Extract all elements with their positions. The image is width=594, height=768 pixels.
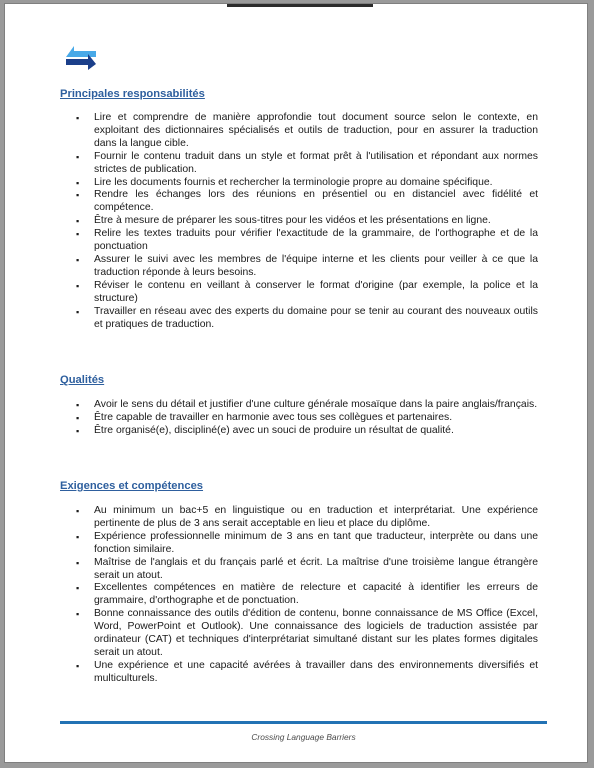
list-item: ▪ Assurer le suivi avec les membres de l'équipe interne et les clients pour veiller à ce que la traduction réponde à leurs besoins. [60,254,538,280]
section-title-qualites: Qualités [60,374,105,386]
list-item: ▪ Fournir le contenu traduit dans un style et format prêt à l'utilisation et répondant aux normes strictes de publication. [60,151,538,177]
responsabilites-list [60,112,538,331]
list-item: ▪ Lire les documents fournis et rechercher la terminologie propre au domaine spécifique. [60,177,538,190]
list-item: ▪ Avoir le sens du détail et justifier d'une culture générale mosaïque dans la paire anglais/français. [60,399,538,412]
list-item: ▪ Excellentes compétences en matière de relecture et capacité à identifier les erreurs de grammaire, d'orthographe et de ponctuation. [60,582,538,608]
footer-divider [60,721,547,724]
document-page [4,3,588,763]
list-item: ▪ Être à mesure de préparer les sous-titres pour les vidéos et les présentations en ligne. [60,215,538,228]
list-item: ▪ Être capable de travailler en harmonie avec tous ses collègues et partenaires. [60,412,538,425]
list-item: ▪ Travailler en réseau avec des experts du domaine pour se tenir au courant des nouveaux outils et pratiques de traduction. [60,306,538,332]
list-item: ▪ Lire et comprendre de manière approfondie tout document source selon le contexte, en exploitant des dictionnaires spécialisés et outils de traduction, pour en assurer la traduction dans la langue cible. [60,112,538,151]
list-item: ▪ Relire les textes traduits pour vérifier l'exactitude de la grammaire, de l'orthographe et de la ponctuation [60,228,538,254]
list-item: ▪ Rendre les échanges lors des réunions en présentiel ou en distanciel avec fidélité et compétence. [60,189,538,215]
section-title-responsabilites: Principales responsabilités [60,88,205,100]
list-item: ▪ Expérience professionnelle minimum de 3 ans en tant que traducteur, interprète ou dans une fonction similaire. [60,531,538,557]
qualites-list [60,399,538,438]
list-item: ▪ Une expérience et une capacité avérées à travailler dans des environnements diversifiés et multiculturels. [60,660,538,686]
footer-tagline: Crossing Language Barriers [251,732,356,742]
list-item: ▪ Réviser le contenu en veillant à conserver le format d'origine (par exemple, la police et la structure) [60,280,538,306]
top-edge-bar [227,4,373,7]
list-item: ▪ Maîtrise de l'anglais et du français parlé et écrit. La maîtrise d'une troisième langue étrangère serait un atout. [60,557,538,583]
list-item: ▪ Bonne connaissance des outils d'édition de contenu, bonne connaissance de MS Office (Excel, Word, PowerPoint et Outlook). Une connaissance des logiciels de traduction assistée par ordinateur (CAT) et techniques d'interprétariat simultané distant sur les plates formes digitales serait un atout. [60,608,538,660]
section-title-exigences: Exigences et compétences [60,480,204,492]
list-item: ▪ Être organisé(e), discipliné(e) avec un souci de produire un résultat de qualité. [60,425,538,438]
double-arrow-logo-icon [66,44,96,72]
exigences-list [60,505,538,686]
list-item: ▪ Au minimum un bac+5 en linguistique ou en traduction et interprétariat. Une expérience pertinente de plus de 3 ans serait acceptable en lieu et place du diplôme. [60,505,538,531]
